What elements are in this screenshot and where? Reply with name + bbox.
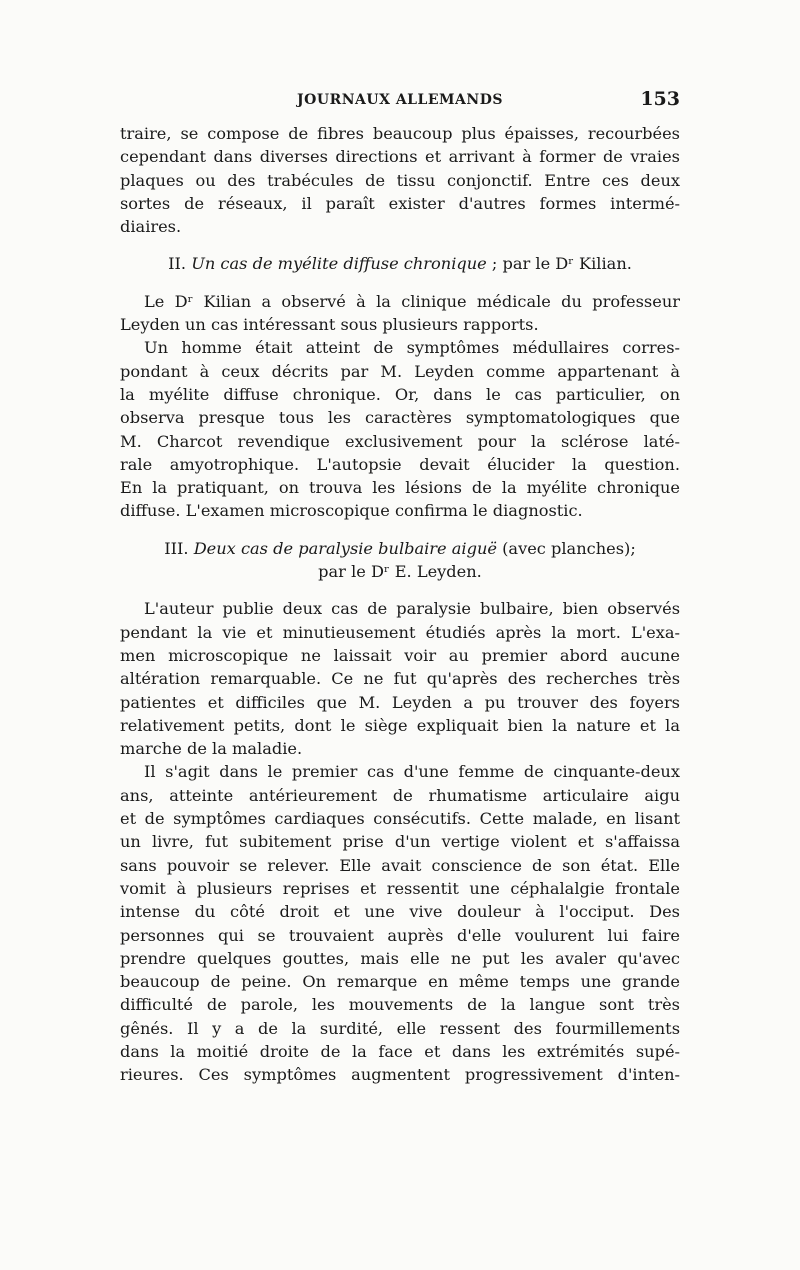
text-line: M. Charcot revendique exclusivement pour la sclérose laté-	[120, 431, 680, 451]
text-line: observa presque tous les caractères symptomatologiques que	[120, 408, 680, 428]
heading-number: III.	[164, 538, 194, 558]
page-number: 153	[640, 88, 680, 110]
text-line: dans la moitié droite de la face et dans les extrémités supé-	[120, 1041, 680, 1061]
text-line: Leyden un cas intéressant sous plusieurs rapports.	[120, 315, 539, 335]
text-line: marche de la maladie.	[120, 739, 303, 759]
text-line: la myélite diffuse chronique. Or, dans le cas particulier, on	[120, 384, 680, 404]
text-line: pondant à ceux décrits par M. Leyden comme appartenant à	[120, 361, 680, 381]
text-line: rieures. Ces symptômes augmentent progressivement d'inten-	[120, 1065, 680, 1085]
text-line: diffuse. L'examen microscopique confirma le diagnostic.	[120, 501, 583, 521]
text-line: et de symptômes cardiaques consécutifs. Cette malade, en lisant	[120, 809, 680, 829]
text-line: vomit à plusieurs reprises et ressentit une céphalalgie frontale	[120, 878, 680, 898]
text-line: Il s'agit dans le premier cas d'une femme de cinquante-deux	[144, 762, 680, 782]
section-gap	[120, 276, 680, 290]
body-text	[120, 122, 680, 1087]
text-line: sans pouvoir se relever. Elle avait conscience de son état. Elle	[120, 855, 680, 875]
heading-title: Un cas de myélite diffuse chronique	[191, 254, 487, 274]
text-line: rale amyotrophique. L'autopsie devait élucider la question.	[120, 454, 680, 474]
text-line: pendant la vie et minutieusement étudiés après la mort. L'exa-	[120, 622, 680, 642]
text-line: altération remarquable. Ce ne fut qu'après des recherches très	[120, 669, 680, 689]
text-line: sortes de réseaux, il paraît exister d'autres formes intermé-	[120, 193, 680, 213]
text-line: ans, atteinte antérieurement de rhumatisme articulaire aigu	[120, 785, 680, 805]
text-line: relativement petits, dont le siège expliquait bien la nature et la	[120, 715, 680, 735]
heading-author: par le Dʳ E. Leyden.	[318, 562, 482, 582]
section-heading-2	[120, 252, 680, 275]
text-line: L'auteur publie deux cas de paralysie bulbaire, bien observés	[144, 599, 680, 619]
text-line: Le Dʳ Kilian a observé à la clinique médicale du professeur	[144, 291, 680, 311]
text-line: cependant dans diverses directions et arrivant à former de vraies	[120, 147, 680, 167]
text-line: beaucoup de peine. On remarque en même temps une grande	[120, 972, 680, 992]
text-line: men microscopique ne laissait voir au premier abord aucune	[120, 645, 680, 665]
page-header	[120, 88, 680, 116]
running-title: JOURNAUX ALLEMANDS	[297, 92, 503, 108]
text-line: difficulté de parole, les mouvements de la langue sont très	[120, 995, 680, 1015]
text-line: patientes et difficiles que M. Leyden a pu trouver des foyers	[120, 692, 680, 712]
text-line: gênés. Il y a de la surdité, elle ressent des fourmillements	[120, 1018, 680, 1038]
text-line: intense du côté droit et une vive douleur à l'occiput. Des	[120, 902, 680, 922]
text-line: personnes qui se trouvaient auprès d'elle voulurent lui faire	[120, 925, 680, 945]
text-line: un livre, fut subitement prise d'un vertige violent et s'affaissa	[120, 832, 680, 852]
text-line: En la pratiquant, on trouva les lésions de la myélite chronique	[120, 478, 680, 498]
text-line: traire, se compose de fibres beaucoup plus épaisses, recourbées	[120, 124, 680, 143]
text-line: diaires.	[120, 217, 182, 237]
section-gap	[120, 238, 680, 252]
heading-note: (avec planches);	[496, 538, 636, 558]
text-line: Un homme était atteint de symptômes médullaires corres-	[144, 338, 680, 358]
heading-number: II.	[168, 254, 192, 274]
section-gap	[120, 523, 680, 537]
section-heading-3	[120, 537, 680, 560]
text-line: plaques ou des trabécules de tissu conjonctif. Entre ces deux	[120, 170, 680, 190]
text-line: prendre quelques gouttes, mais elle ne put les avaler qu'avec	[120, 948, 680, 968]
heading-author: ; par le Dʳ Kilian.	[486, 254, 632, 274]
section-gap	[120, 583, 680, 597]
heading-title: Deux cas de paralysie bulbaire aiguë	[193, 538, 497, 558]
